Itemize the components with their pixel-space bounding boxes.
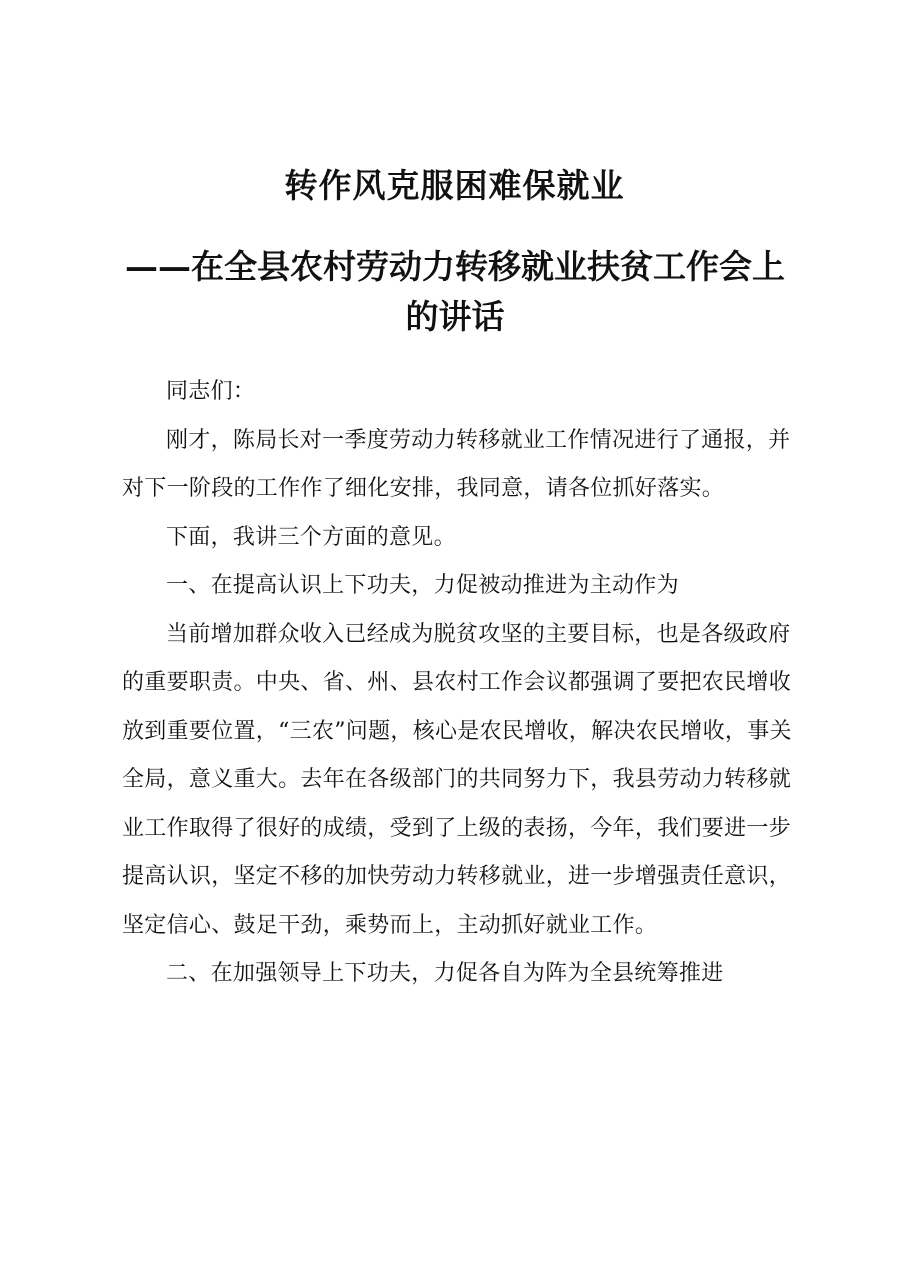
document-body — [122, 368, 802, 999]
outline-paragraph: 下面，我讲三个方面的意见。 — [166, 524, 456, 550]
subtitle-line-1: ——在全县农村劳动力转移就业扶贫工作会上 — [125, 247, 785, 286]
section-heading-2: 二、在加强领导上下功夫，力促各自为阵为全县统筹推进 — [166, 961, 724, 986]
intro-paragraph: 刚才，陈局长对一季度劳动力转移就业工作情况进行了通报，并对下一阶段的工作作了细化安排，我同意，请各位抓好落实。 — [122, 427, 791, 501]
section-heading-1: 一、在提高认识上下功夫，力促被动推进为主动作为 — [166, 573, 679, 598]
subtitle-line-2: 的讲话 — [405, 297, 505, 336]
section-1-paragraph: 当前增加群众收入已经成为脱贫攻坚的主要目标，也是各级政府的重要职责。中央、省、州、县农村工作会议都强调了要把农民增收放到重要位置，“三农”问题，核心是农民增收，解决农民增收，事关全局，意义重大。去年在各级部门的共同努力下，我县劳动力转移就业工作取得了很好的成绩，受到了上级的表扬，今年，我们要进一步提高认识，坚定不移的加快劳动力转移就业，进一步增强责任意识，坚定信心、鼓足干劲，乘势而上，主动抓好就业工作。 — [122, 621, 792, 938]
document-subtitle — [110, 242, 800, 342]
document-title: 转作风克服困难保就业 — [284, 166, 625, 205]
salutation-paragraph: 同志们： — [166, 379, 256, 404]
